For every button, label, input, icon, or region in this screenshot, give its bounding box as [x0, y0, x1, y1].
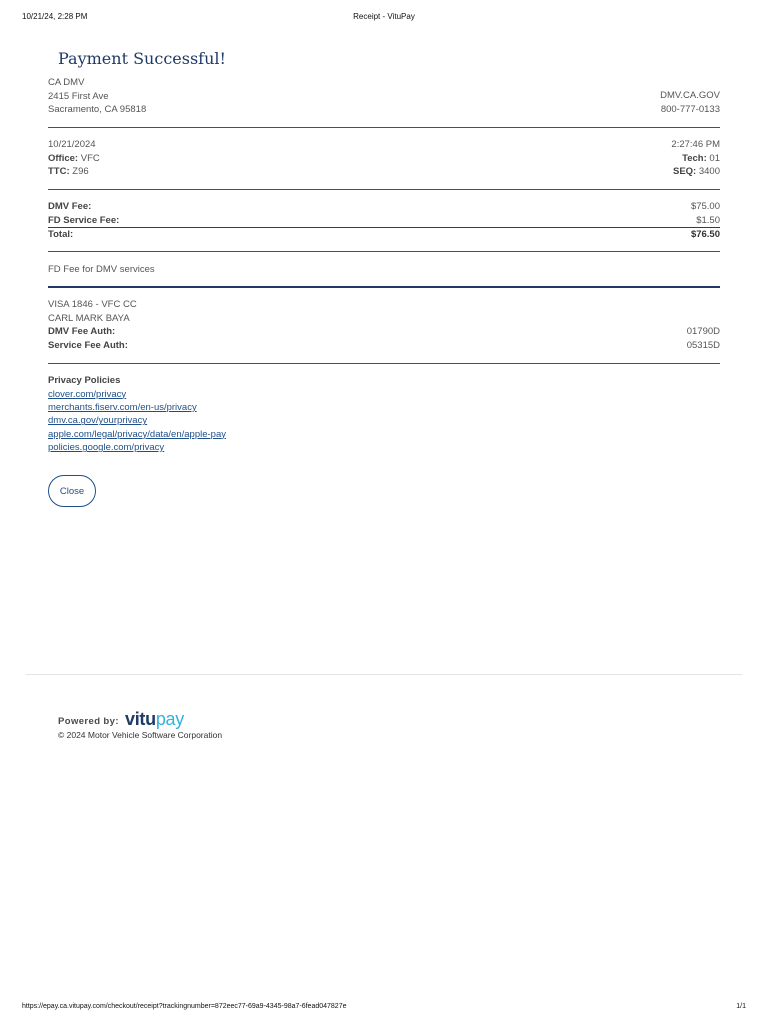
tech-label: Tech: — [682, 152, 707, 164]
total-divider — [48, 227, 720, 228]
powered-by-label: Powered by: — [58, 716, 119, 727]
transaction-info-left — [48, 138, 100, 179]
vitupay-logo: vitupay — [125, 709, 184, 729]
merchant-contact — [660, 89, 720, 116]
print-datetime: 10/21/24, 2:28 PM — [22, 12, 88, 21]
merchant-website: DMV.CA.GOV — [660, 90, 720, 101]
privacy-section — [48, 374, 226, 455]
merchant-phone: 800-777-0133 — [660, 103, 720, 115]
fee-amounts — [691, 200, 720, 227]
dmv-auth-value: 01790D — [686, 326, 720, 337]
transaction-time: 2:27:46 PM — [671, 139, 720, 150]
print-page-count: 1/1 — [736, 1003, 746, 1010]
divider — [48, 286, 720, 288]
merchant-address-line1: 2415 First Ave — [48, 90, 109, 102]
auth-codes — [687, 325, 720, 352]
service-auth-value: 05315D — [686, 339, 720, 351]
merchant-address-line2: Sacramento, CA 95818 — [48, 104, 147, 115]
privacy-link-clover[interactable]: clover.com/privacy — [48, 388, 127, 400]
divider — [48, 127, 720, 128]
close-button[interactable]: Close — [48, 475, 96, 507]
ttc-label: TTC: — [48, 166, 70, 177]
office-row — [48, 152, 100, 166]
service-fee-label: FD Service Fee: — [48, 214, 120, 226]
card-info: VISA 1846 - VFC CC — [48, 299, 137, 310]
merchant-name: CA DMV — [48, 77, 85, 88]
total-amount: $76.50 — [690, 229, 720, 240]
dmv-auth-label: DMV Fee Auth: — [48, 326, 116, 337]
privacy-link-google[interactable]: policies.google.com/privacy — [48, 442, 165, 454]
divider — [48, 189, 720, 190]
tech-row — [671, 152, 720, 166]
divider — [48, 251, 720, 252]
divider — [48, 363, 720, 364]
print-page-title: Receipt - VituPay — [353, 12, 415, 21]
privacy-link-dmv[interactable]: dmv.ca.gov/yourprivacy — [48, 415, 148, 427]
payment-info — [48, 298, 137, 352]
page-title: Payment Successful! — [58, 49, 226, 68]
fee-labels — [48, 200, 119, 227]
fee-note: FD Fee for DMV services — [48, 264, 155, 275]
ttc-row — [48, 165, 100, 179]
seq-label: SEQ: — [672, 166, 697, 177]
seq-value: 3400 — [698, 166, 720, 177]
copyright-text: © 2024 Motor Vehicle Software Corporation — [58, 730, 223, 740]
privacy-link-fiserv[interactable]: merchants.fiserv.com/en-us/privacy — [48, 401, 197, 413]
print-url: https://epay.ca.vitupay.com/checkout/receipt?trackingnumber=872eec77-69a9-4345-98a7-6fead047827e — [22, 1003, 347, 1010]
service-fee-amount: $1.50 — [696, 214, 720, 226]
seq-row — [671, 165, 720, 179]
footer-divider — [26, 674, 742, 675]
service-auth-label: Service Fee Auth: — [48, 339, 128, 351]
office-label: Office: — [48, 152, 79, 164]
office-value: VFC — [80, 152, 100, 164]
ttc-value: Z96 — [72, 166, 89, 177]
privacy-heading: Privacy Policies — [48, 375, 121, 386]
cardholder-name: CARL MARK BAYA — [48, 312, 130, 324]
dmv-fee-amount: $75.00 — [690, 201, 720, 212]
dmv-fee-label: DMV Fee: — [48, 201, 92, 212]
total-label: Total: — [48, 229, 74, 240]
merchant-info — [48, 76, 146, 117]
privacy-link-apple-pay[interactable]: apple.com/legal/privacy/data/en/apple-pay — [48, 428, 226, 440]
tech-value: 01 — [709, 152, 720, 164]
transaction-date: 10/21/2024 — [48, 139, 96, 150]
transaction-info-right — [671, 138, 720, 179]
total-row — [48, 228, 73, 242]
